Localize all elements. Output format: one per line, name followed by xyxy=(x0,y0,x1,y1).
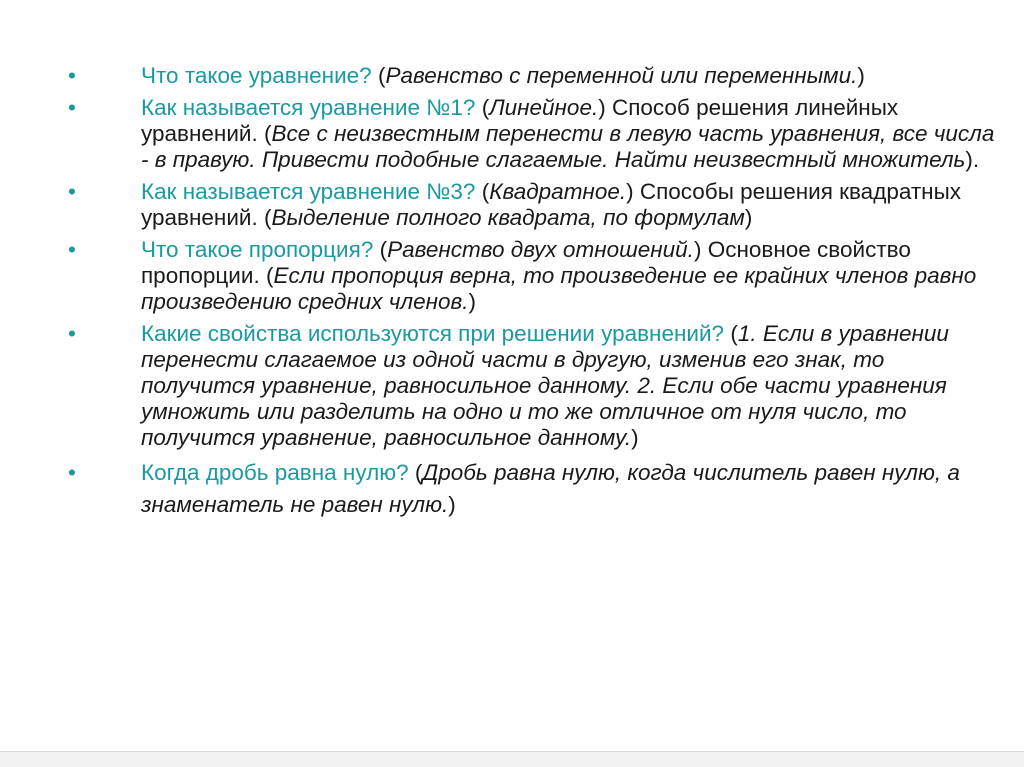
bullet-item-1 xyxy=(60,63,995,89)
close-paren: ) xyxy=(631,425,639,450)
question-text: Что такое пропорция? xyxy=(141,237,374,262)
question-text: Какие свойства используются при решении уравнений? xyxy=(141,321,725,346)
bullet-dot-icon: • xyxy=(68,460,76,485)
bullet-item-3 xyxy=(60,179,995,231)
question-text: Как называется уравнение №1? xyxy=(141,95,476,120)
answer-text-2: Если пропорция верна, то произведение ее крайних членов равно произведению средних членов. xyxy=(141,263,977,314)
open-paren: ( xyxy=(408,460,423,485)
statement-text: Основное свойство пропорции. ( xyxy=(141,237,911,288)
answer-text-2: Выделение полного квадрата, по формулам xyxy=(271,205,745,230)
open-paren: ( xyxy=(475,95,490,120)
open-paren: ( xyxy=(371,63,386,88)
bullet-dot-icon: • xyxy=(68,179,76,204)
close-paren-2: ) xyxy=(468,289,477,314)
question-text: Что такое уравнение? xyxy=(141,63,372,88)
bullet-item-2 xyxy=(60,95,995,173)
statement-text: Способ решения линейных уравнений. ( xyxy=(141,95,899,146)
bullet-dot-icon: • xyxy=(68,63,76,88)
answer-text: Линейное. xyxy=(489,95,599,120)
bullet-dot-icon: • xyxy=(68,321,76,346)
close-paren: ) xyxy=(626,179,634,204)
statement-text: Способы решения квадратных уравнений. ( xyxy=(141,179,962,230)
open-paren: ( xyxy=(373,237,388,262)
answer-text-2: Все с неизвестным перенести в левую часть уравнения, все числа - в правую. Привести подобные слагаемые. Найти неизвестный множитель xyxy=(141,121,995,172)
bullet-list xyxy=(60,63,995,527)
answer-text: Равенство с переменной или переменными. xyxy=(385,63,858,88)
close-paren: ) xyxy=(448,492,456,517)
answer-text: 1. Если в уравнении перенести слагаемое из одной части в другую, изменив его знак, то получится уравнение, равносильное данному. 2. Если обе части уравнения умножить или разделить на одно и то же отличное от нуля число, то получится уравнение, равносильное данному. xyxy=(141,321,949,450)
question-text: Когда дробь равна нулю? xyxy=(141,460,409,485)
bullet-item-4 xyxy=(60,237,995,315)
close-paren: ) xyxy=(693,237,702,262)
bullet-dot-icon: • xyxy=(68,237,76,262)
bullet-item-5 xyxy=(60,321,995,451)
close-paren-2: ) xyxy=(744,205,753,230)
open-paren: ( xyxy=(724,321,738,346)
bullet-dot-icon: • xyxy=(68,95,76,120)
question-text: Как называется уравнение №3? xyxy=(141,179,476,204)
answer-text: Квадратное. xyxy=(489,179,627,204)
answer-text: Равенство двух отношений. xyxy=(387,237,694,262)
open-paren: ( xyxy=(475,179,490,204)
close-paren-2: ). xyxy=(965,147,980,172)
close-paren: ) xyxy=(857,63,865,88)
close-paren: ) xyxy=(598,95,606,120)
bullet-item-6 xyxy=(60,457,995,521)
answer-text: Дробь равна нулю, когда числитель равен нулю, а знаменатель не равен нулю. xyxy=(141,460,960,517)
